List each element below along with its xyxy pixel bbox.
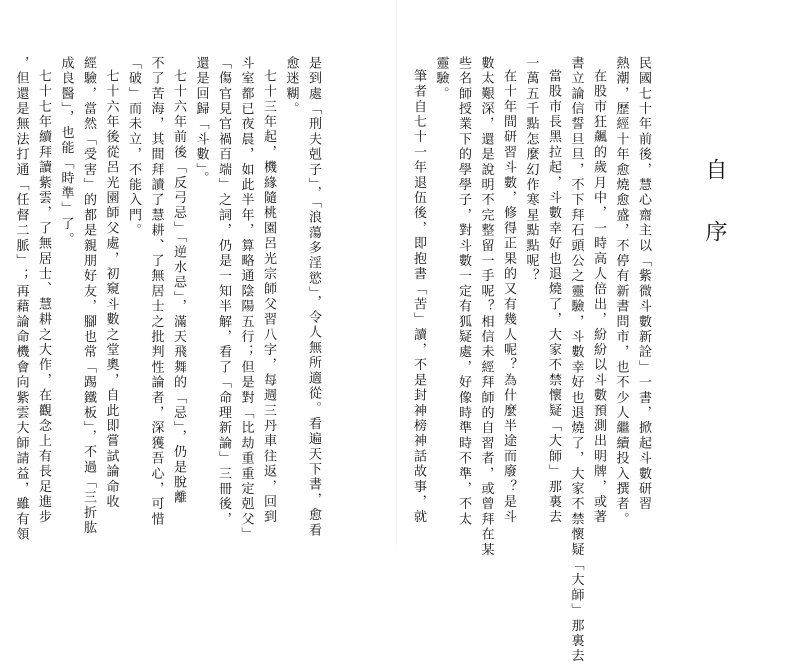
text-column: 些名師授業下的學學子，對斗數一定有狐疑處，好像時準時不準，不太 [456,56,471,528]
text-column: 是到處「刑夫剋子」，「浪蕩多淫慾」，令人無所適從。看遍天下書，愈看 [306,56,321,539]
text-column: 數太艱深，還是說明不完整留一手呢？相信未經拜師的自習者，或曾拜在某 [478,56,494,558]
text-column: 在十年間研習斗數，修得正果的又有幾人呢？為什麼半途而廢？是斗 [501,69,516,525]
text-column: 不了苦海，其間拜讀了慧耕、了無居士之批判性論者，深獲吾心，可惜 [148,56,164,528]
text-column: 靈驗。 [433,56,449,102]
text-column: 筆者自七十一年退伍後，即抱書「苦」讀，不是封神榜神話故事，就 [411,69,426,525]
text-column: 七十七年續拜讀紫雲，了無居士、慧耕之大作，在觀念上有長足進步 [36,69,51,525]
text-column: 還是回歸「斗數」。 [193,56,209,187]
text-column: 「破」而未立，不能入門。 [126,56,141,239]
text-column: 熱潮，歷經十年愈燒愈盛，不停有新書問市，也不少人繼續投入撰者。 [613,56,629,528]
preface-title: 自序 [702,158,727,282]
left-page-text [13,56,324,543]
text-column: 在股市狂飆的歲月中，一時高人倍出，紛紛以斗數預測出明牌，或著 [591,69,606,525]
text-column: 一萬五千點怎麼幻作寒星點點呢？ [523,56,539,284]
text-column: ，但還是無法打通「任督二脈」；再藉論命機會向紫雲大師請益，雖有領 [13,56,29,543]
text-column: 民國七十年前後，慧心齋主以「紫微斗數新詮」一書，掀起斗數研習 [636,56,651,512]
text-column: 經驗，當然「受害」的都是親朋好友，腳也常「踢鐵板」，不過「三折肱 [81,56,96,536]
text-column: 「傷官見官禍百端」之詞，仍是一知半解，看了「命理新論」三冊後， [216,56,231,528]
right-page-text [411,56,654,664]
text-column: 書立論信誓旦旦，不下拜石頭公之靈驗，斗數幸好也退燒了，大家不禁懷疑「大師」那裏去 [568,56,584,664]
text-column: 成良醫」，也能「時準」了。 [58,56,74,248]
text-column: 七十六年後從呂光園師父處，初窺斗數之堂奧，自此即嘗試論命收 [103,69,119,510]
text-column: 七十六年前後「反弓忌」「逆水忌」，滿天飛舞的「忌」，仍是脫離 [171,69,186,506]
text-column: 當股市長黑拉起，斗數幸好也退燒了，大家不禁懷疑「大師」那裏去 [546,69,561,525]
page-gutter [396,0,397,545]
text-column: 七十三年起，機緣隨桃園呂光宗師父習八字，每週三丹車往返，回到 [261,69,276,525]
text-column: 斗室都已夜晨，如此半年，算略通陰陽五行；但是對「比劫重重定剋父」 [238,56,254,543]
text-column: 愈迷糊。 [283,56,299,117]
